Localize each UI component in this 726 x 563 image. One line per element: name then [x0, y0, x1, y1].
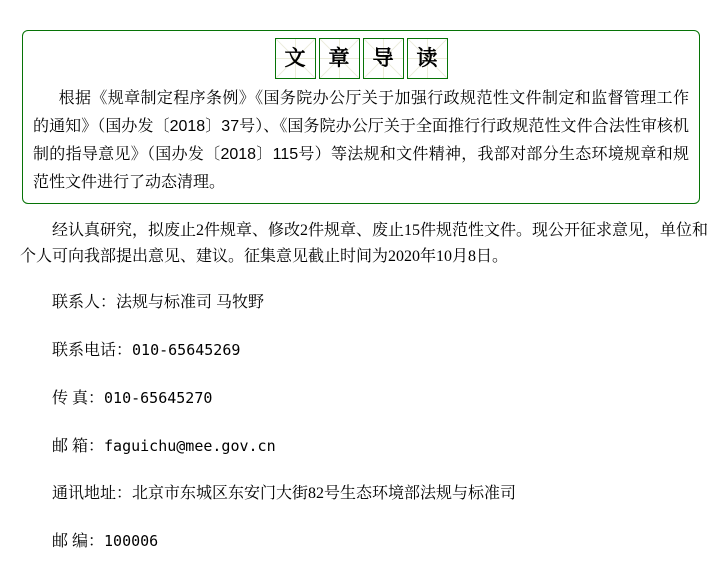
contact-person-value: 法规与标准司 马牧野: [116, 294, 265, 311]
title-char-box: [319, 38, 360, 79]
contact-person-line: [20, 293, 708, 313]
title-char: 导: [372, 47, 394, 70]
contact-phone-label: 联系电话：: [52, 342, 133, 359]
contact-phone-value: 010-65645269: [132, 341, 241, 359]
contact-phone-line: [20, 340, 708, 361]
guide-title: [33, 38, 689, 79]
title-char-box: [407, 38, 448, 79]
guide-paragraph: 根据《规章制定程序条例》《国务院办公厅关于加强行政规范性文件制定和监督管理工作的通知》（国办发〔2018〕37号）、《国务院办公厅关于全面推行行政规范性文件合法性审核机制的指导意见》（国办发〔2018〕115号）等法规和文件精神，我部对部分生态环境规章和规范性文件进行了动态清理。: [33, 90, 689, 191]
contact-postcode-value: 100006: [104, 532, 159, 550]
contact-postcode-label: 邮 编：: [52, 533, 105, 550]
contact-address-label: 通讯地址：: [52, 485, 133, 502]
contact-postcode-line: [20, 531, 708, 552]
title-char: 读: [416, 47, 438, 70]
title-char-box: [363, 38, 404, 79]
title-char: 章: [328, 47, 350, 70]
contact-fax-value: 010-65645270: [104, 389, 213, 407]
title-char: 文: [284, 47, 306, 70]
title-char-box: [275, 38, 316, 79]
contact-fax-line: [20, 388, 708, 409]
intro-paragraph: 经认真研究，拟废止2件规章、修改2件规章、废止15件规范性文件。现公开征求意见，单位和个人可向我部提出意见、建议。征集意见截止时间为2020年10月8日。: [20, 222, 709, 265]
contact-address-value: 北京市东城区东安门大街82号生态环境部法规与标准司: [132, 485, 517, 502]
contact-email-line: [20, 436, 708, 457]
contact-fax-label: 传 真：: [52, 390, 105, 407]
contact-email-value: faguichu@mee.gov.cn: [104, 437, 276, 455]
contact-address-line: [20, 484, 708, 504]
contact-person-label: 联系人：: [52, 294, 117, 311]
contact-email-label: 邮 箱：: [52, 438, 105, 455]
article-guide-box: [22, 30, 700, 204]
